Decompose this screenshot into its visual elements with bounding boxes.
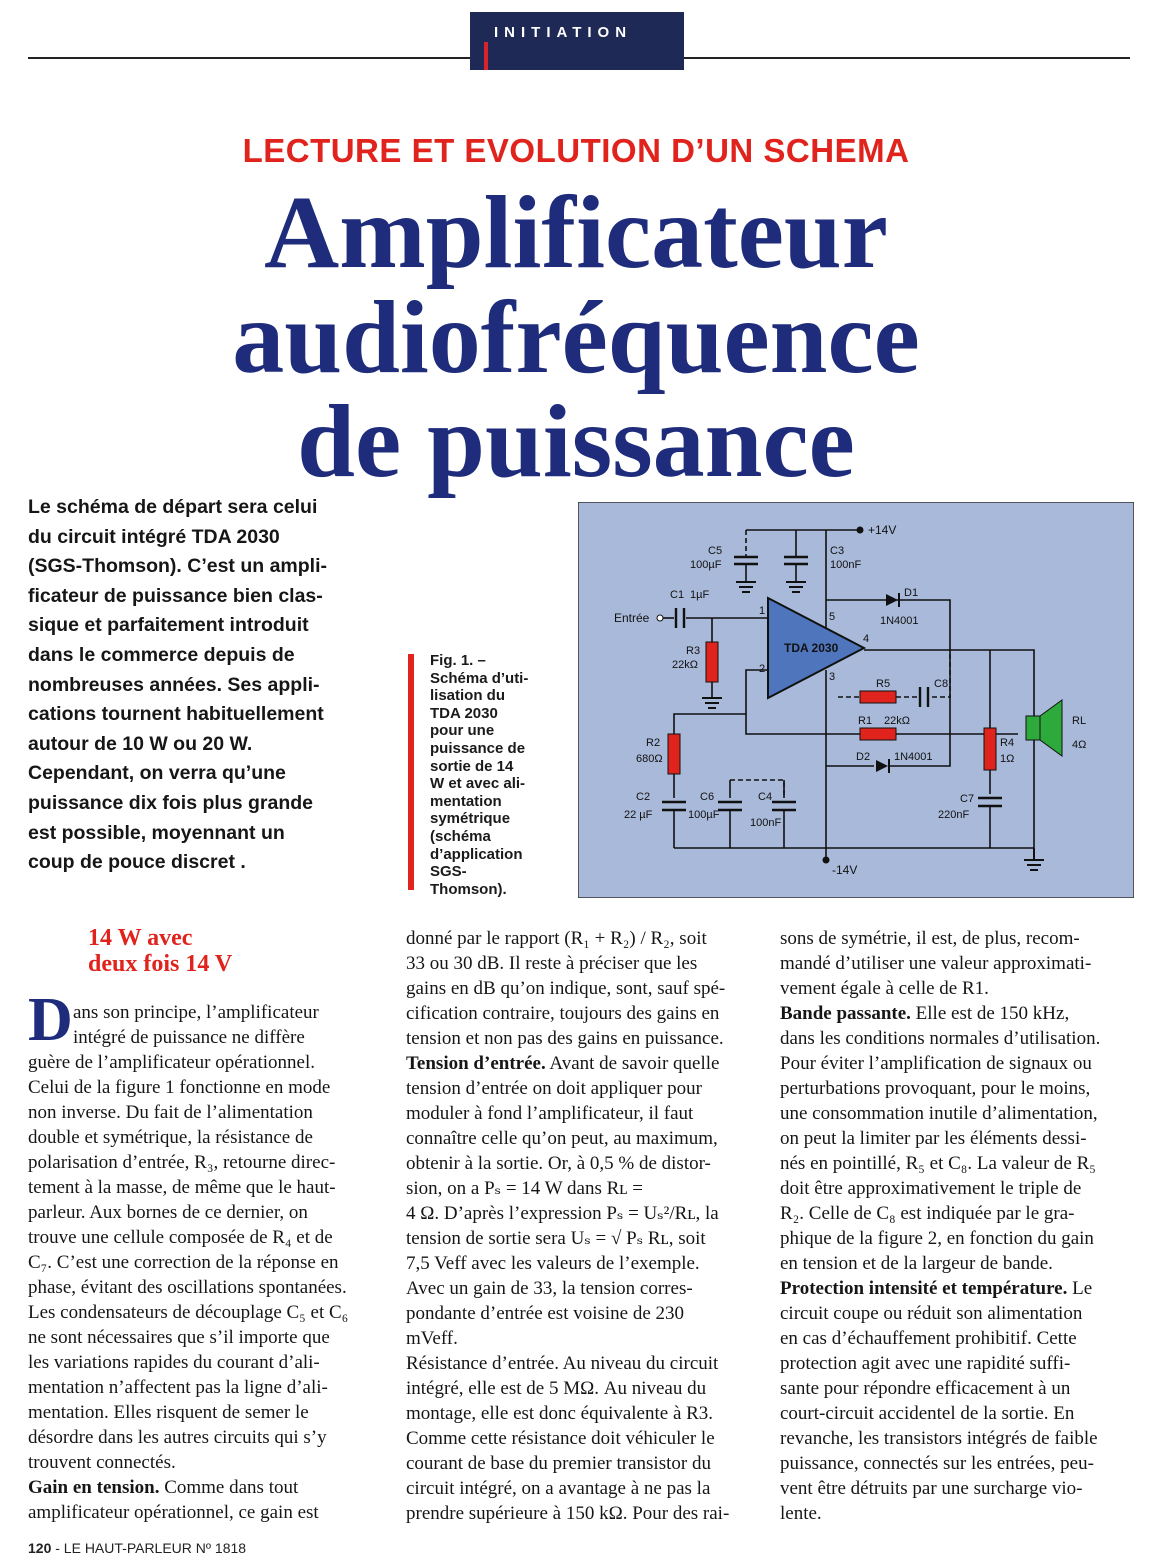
resistor-r2: [668, 734, 680, 774]
label-d2-name: D2: [856, 751, 871, 763]
col1-first-line: ans son principe, l’amplificateur: [73, 1002, 319, 1023]
col3-line: nés en pointillé, R₅ et C₈. La valeur de R₅: [780, 1153, 1096, 1174]
lead-line: puissance dix fois plus grande: [28, 791, 313, 814]
col2-line: montage, elle est donc équivalente à R3.: [406, 1403, 714, 1424]
label-r3-name: R3: [686, 645, 701, 657]
label-r1-name: R1: [858, 715, 873, 727]
resistor-r3: [706, 642, 718, 682]
col3-line: doit être approximativement le triple de: [780, 1178, 1082, 1199]
caption-line: pour une: [430, 722, 495, 740]
label-c7-name: C7: [960, 793, 975, 805]
col1-line: double et symétrique, la résistance de: [28, 1127, 313, 1148]
label-c5-name: C5: [708, 545, 723, 557]
label-c3-value: 100nF: [830, 559, 862, 571]
col2-line: gains en dB qu’on indique, sont, sauf spé-: [406, 978, 726, 999]
col1-line: C₇. C’est une correction de la réponse en: [28, 1252, 339, 1273]
col2-line: sion, on a Pₛ = 14 W dans Rʟ =: [406, 1178, 643, 1199]
pin-3-label: 3: [829, 671, 836, 683]
col2-line: cification contraire, toujours des gains en: [406, 1003, 720, 1024]
col3-line: puissance, connectés sur les entrées, peu-: [780, 1453, 1094, 1474]
band-heading: Bande passante.: [780, 1003, 911, 1024]
label-input: Entrée: [614, 611, 650, 625]
label-r2-value: 680Ω: [636, 753, 663, 765]
section-tag-accent: [484, 42, 488, 70]
footer-publication: - LE HAUT-PARLEUR Nº 1818: [51, 1540, 247, 1556]
col1-line: amplificateur opérationnel, ce gain est: [28, 1502, 319, 1523]
col3-protect-line: [780, 1276, 1132, 1301]
protection-heading: Protection intensité et température.: [780, 1278, 1068, 1299]
lead-line: Le schéma de départ sera celui: [28, 496, 318, 518]
label-c2-value: 22 µF: [624, 809, 653, 821]
label-c4-value: 100nF: [750, 817, 782, 829]
col3-line: vement égale à celle de R1.: [780, 978, 989, 999]
label-pos-supply: +14V: [868, 523, 897, 537]
tension-heading-rest: Avant de savoir quelle: [545, 1053, 720, 1074]
col3-line: sons de symétrie, il est, de plus, recom-: [780, 928, 1080, 949]
neg-supply-node: [823, 857, 830, 864]
caption-line: mentation: [430, 792, 502, 810]
title-line-3: de puissance: [297, 384, 855, 499]
col2-tension-line: [406, 1051, 758, 1076]
col3-band-line: [780, 1001, 1132, 1026]
caption-line: lisation du: [430, 687, 505, 705]
caption-line: TDA 2030: [430, 704, 498, 722]
col2-line: mVeff.: [406, 1328, 458, 1349]
protection-heading-rest: Le: [1067, 1278, 1093, 1299]
caption-line: d’application: [430, 845, 523, 863]
label-r2-name: R2: [646, 737, 661, 749]
col3-line: court-circuit accidentel de la sortie. En: [780, 1403, 1075, 1424]
col2-line: circuit intégré, on a avantage à ne pas la: [406, 1478, 711, 1499]
col2-line: tension de sortie sera Uₛ = √ Pₛ Rʟ, soit: [406, 1228, 706, 1249]
col1-line: ne sont nécessaires que s’il importe que: [28, 1327, 330, 1348]
col3-line: vent être détruits par une surcharge vio-: [780, 1478, 1083, 1499]
gain-heading-rest: Comme dans tout: [159, 1477, 299, 1498]
col1-line: guère de l’amplificateur opérationnel.: [28, 1052, 315, 1073]
label-c5-value: 100µF: [690, 559, 722, 571]
section-tag: [470, 12, 684, 70]
pos-supply-node: [857, 527, 864, 534]
label-d1-name: D1: [904, 587, 919, 599]
subhead: [88, 925, 232, 977]
caption-line: symétrique: [430, 810, 511, 828]
label-rl-name: RL: [1072, 715, 1087, 727]
band-heading-rest: Elle est de 150 kHz,: [910, 1003, 1070, 1024]
page-footer: [28, 1540, 246, 1556]
section-label: INITIATION: [494, 24, 633, 41]
col2-line: 33 ou 30 dB. Il reste à préciser que les: [406, 953, 698, 974]
label-c6-name: C6: [700, 791, 715, 803]
label-c3-name: C3: [830, 545, 845, 557]
lead-line: ficateur de puissance bien clas-: [28, 584, 323, 607]
speaker-body: [1026, 716, 1040, 740]
label-c2-name: C2: [636, 791, 651, 803]
col2-line: obtenir à la sortie. Or, à 0,5 % de distor-: [406, 1153, 711, 1174]
col3-line: circuit coupe ou réduit son alimentation: [780, 1303, 1083, 1324]
col2-line: pondante d’entrée est voisine de 230: [406, 1303, 685, 1324]
col1-line: polarisation d’entrée, R₃, retourne direc-: [28, 1152, 336, 1173]
pin-2-label: 2: [759, 663, 766, 675]
col2-line: connaître celle qu’on peut, au maximum,: [406, 1128, 718, 1149]
col1-line: non inverse. Du fait de l’alimentation: [28, 1102, 313, 1123]
col2-line: 7,5 Veff avec les valeurs de l’exemple.: [406, 1253, 700, 1274]
header-rule-left: [28, 57, 470, 59]
ic-label: TDA 2030: [784, 641, 839, 655]
lead-line: cations tournent habituellement: [28, 703, 324, 726]
subhead-line: 14 W avec: [88, 925, 193, 951]
caption-line: Thomson).: [430, 880, 507, 898]
subhead-line: deux fois 14 V: [88, 951, 233, 977]
lead-line: est possible, moyennant un: [28, 821, 285, 844]
label-r4-name: R4: [1000, 737, 1015, 749]
label-c1-value: 1µF: [690, 589, 710, 601]
caption-line: (schéma: [430, 827, 491, 845]
resistor-r1: [860, 728, 896, 740]
caption-line: Fig. 1. –: [430, 652, 486, 669]
col1-line: parleur. Aux bornes de ce dernier, on: [28, 1202, 308, 1223]
resistor-r4: [984, 728, 996, 770]
column-1: [28, 1000, 382, 1525]
page-number: 120: [28, 1540, 52, 1556]
lead-line: du circuit intégré TDA 2030: [28, 525, 280, 548]
dropcap: D: [28, 986, 73, 1054]
col2-line: tension d’entrée on doit appliquer pour: [406, 1078, 703, 1099]
col3-line: lente.: [780, 1503, 822, 1524]
label-r5-name: R5: [876, 678, 891, 690]
col1-line: Les condensateurs de découplage C₅ et C₆: [28, 1302, 349, 1323]
pin-5-label: 5: [829, 611, 836, 623]
col1-line: mentation n’affectent pas la ligne d’ali-: [28, 1377, 328, 1398]
label-r1-value: 22kΩ: [884, 715, 910, 727]
col3-line: dans les conditions normales d’utilisation.: [780, 1028, 1101, 1049]
col2-line: Avec un gain de 33, la tension corres-: [406, 1278, 693, 1299]
col3-line: phique de la figure 2, en fonction du gain: [780, 1228, 1094, 1249]
lead-line: autour de 10 W ou 20 W.: [28, 732, 253, 755]
caption-bar: [408, 654, 414, 890]
label-c8-name: C8: [934, 678, 949, 690]
col3-line: Pour éviter l’amplification de signaux ou: [780, 1053, 1092, 1074]
label-c7-value: 220nF: [938, 809, 970, 821]
col1-line: Celui de la figure 1 fonctionne en mode: [28, 1077, 331, 1098]
label-c1-name: C1: [670, 589, 685, 601]
pin-1-label: 1: [759, 605, 766, 617]
col1-line: trouve une cellule composée de R₄ et de: [28, 1227, 333, 1248]
col3-line: R₂. Celle de C₈ est indiquée par le gra-: [780, 1203, 1075, 1224]
col1-line: phase, évitant des oscillations spontanées.: [28, 1277, 347, 1298]
col2-line: tension et non pas des gains en puissance.: [406, 1028, 724, 1049]
label-d2-value: 1N4001: [894, 751, 933, 763]
caption-line: puissance de: [430, 739, 526, 757]
label-c4-name: C4: [758, 791, 773, 803]
figure-caption: [430, 652, 570, 898]
label-c6-value: 100µF: [688, 809, 720, 821]
col3-line: en tension et de la largeur de bande.: [780, 1253, 1053, 1274]
col2-line: prendre supérieure à 150 kΩ. Pour des rai-: [406, 1503, 730, 1524]
lead-line: coup de pouce discret .: [28, 851, 246, 874]
kicker: LECTURE ET EVOLUTION D’UN SCHEMA: [242, 132, 910, 169]
resistor-r5: [860, 691, 896, 703]
col2-line: Résistance d’entrée. Au niveau du circuit: [406, 1353, 719, 1374]
col1-line: intégré de puissance ne diffère: [73, 1027, 305, 1048]
lead-line: Cependant, on verra qu’une: [28, 762, 286, 785]
lead-line: dans le commerce depuis de: [28, 643, 295, 666]
col1-line: tement à la masse, de même que le haut-: [28, 1177, 336, 1198]
col3-line: une consommation inutile d’alimentation,: [780, 1103, 1098, 1124]
col2-line: Comme cette résistance doit véhiculer le: [406, 1428, 715, 1449]
column-3: [780, 926, 1132, 1526]
col1-line: désordre dans les autres circuits qui s’y: [28, 1427, 327, 1448]
label-r3-value: 22kΩ: [672, 659, 698, 671]
col3-line: on peut la limiter par les éléments dessi-: [780, 1128, 1087, 1149]
caption-line: W et avec ali-: [430, 775, 526, 793]
col1-gain-line: [28, 1475, 382, 1500]
col2-line: 4 Ω. D’après l’expression Pₛ = Uₛ²/Rʟ, la: [406, 1203, 719, 1224]
label-rl-value: 4Ω: [1072, 739, 1087, 751]
col2-line: intégré, elle est de 5 MΩ. Au niveau du: [406, 1378, 707, 1399]
col3-line: en cas d’échauffement prohibitif. Cette: [780, 1328, 1077, 1349]
caption-line: SGS-: [430, 863, 467, 881]
title-line-1: Amplificateur: [264, 175, 888, 290]
pin-4-label: 4: [863, 633, 870, 645]
col2-line: moduler à fond l’amplificateur, il faut: [406, 1103, 694, 1124]
col2-line: donné par le rapport (R₁ + R₂) / R₂, soit: [406, 928, 707, 949]
col3-line: sante pour répondre efficacement à un: [780, 1378, 1071, 1399]
header-rule-right: [684, 57, 1130, 59]
caption-line: sortie de 14: [430, 757, 514, 775]
col1-line: trouvent connectés.: [28, 1452, 176, 1473]
label-neg-supply: -14V: [832, 863, 858, 877]
lead-line: sique et parfaitement introduit: [28, 614, 309, 637]
title-line-2: audiofréquence: [232, 280, 920, 395]
tension-heading: Tension d’entrée.: [406, 1053, 546, 1074]
col3-line: mandé d’utiliser une valeur approximati-: [780, 953, 1092, 974]
col1-line: les variations rapides du courant d’ali-: [28, 1352, 320, 1373]
label-d1-value: 1N4001: [880, 615, 919, 627]
col2-line: courant de base du premier transistor du: [406, 1453, 711, 1474]
col3-line: revanche, les transistors intégrés de faible: [780, 1428, 1098, 1449]
lead-paragraph: [28, 493, 378, 878]
lead-line: (SGS-Thomson). C’est un ampli-: [28, 555, 328, 578]
col3-line: perturbations provoquant, pour le moins,: [780, 1078, 1091, 1099]
col1-line: mentation. Elles risquent de semer le: [28, 1402, 309, 1423]
column-2: [406, 926, 758, 1526]
caption-line: Schéma d’uti-: [430, 669, 529, 687]
label-r4-value: 1Ω: [1000, 753, 1015, 765]
schematic-figure: [578, 502, 1134, 898]
gain-heading: Gain en tension.: [28, 1477, 160, 1498]
lead-line: nombreuses années. Ses appli-: [28, 673, 320, 696]
col3-line: protection agit avec une rapidité suffi-: [780, 1353, 1071, 1374]
input-node: [657, 615, 663, 621]
